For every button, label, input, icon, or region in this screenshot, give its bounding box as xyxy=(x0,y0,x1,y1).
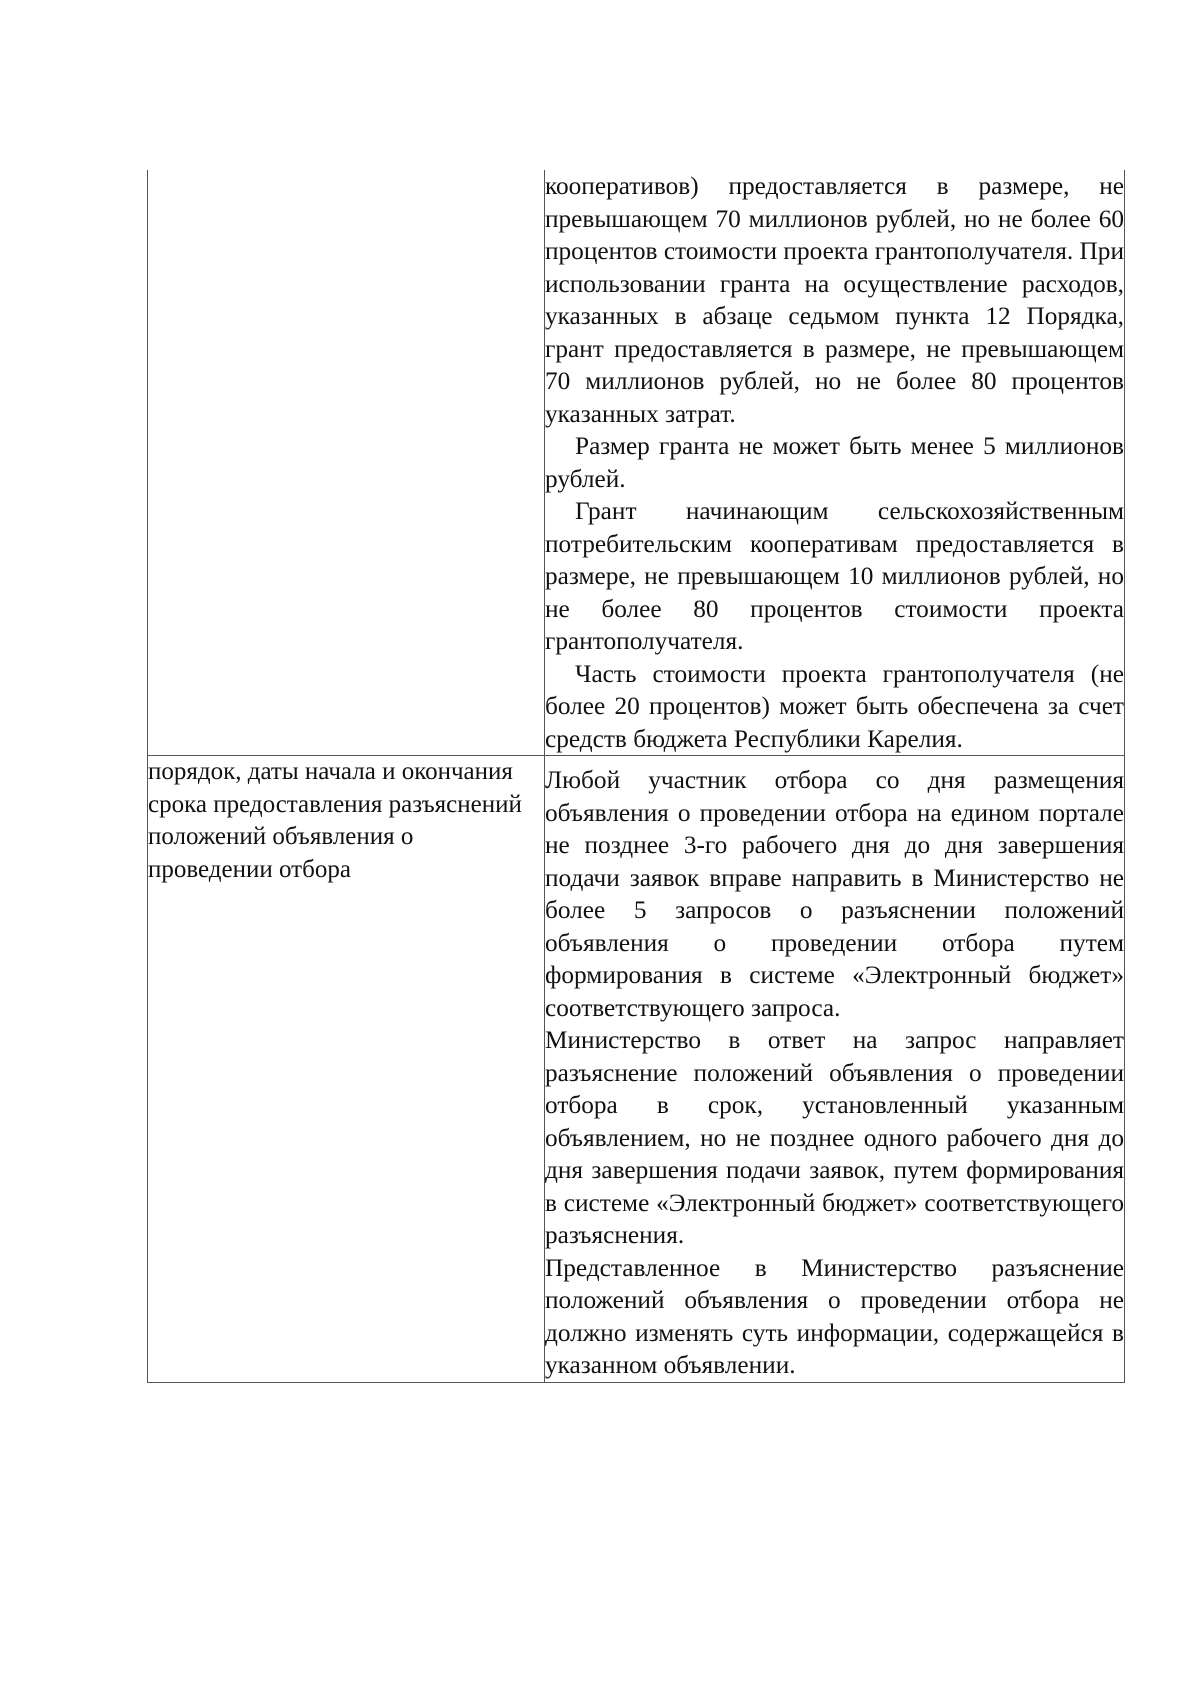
row2-left-cell: порядок, даты начала и окончания срока предоставления разъяснений положений объявления о проведении отбора xyxy=(148,756,545,1383)
row1-left-cell xyxy=(148,170,545,756)
row1-paragraph-4: Часть стоимости проекта грантополучателя (не более 20 процентов) может быть обеспечена за счет средств бюджета Республики Карелия. xyxy=(545,659,1124,753)
row1-right-cell xyxy=(545,170,1125,756)
row2-paragraph-1: Любой участник отбора со дня размещения объявления о проведении отбора на едином портале не позднее 3-го рабочего дня до дня завершения подачи заявок вправе направить в Министерство не более 5 запросов о разъяснении положений объявления о проведении отбора путем формирования в системе «Электронный бюджет» соответствующего запроса. xyxy=(545,766,1124,1022)
row2-paragraph-3: Представленное в Министерство разъяснение положений объявления о проведении отбора не должно изменять суть информации, содержащейся в указанном объявлении. xyxy=(545,1253,1124,1379)
row2-paragraph-2: Министерство в ответ на запрос направляет разъяснение положений объявления о проведении отбора в срок, установленный указанным объявлением, но не позднее одного рабочего дня до дня завершения подачи заявок, путем формирования в системе «Электронный бюджет» соответствующего разъяснения. xyxy=(545,1026,1124,1249)
row1-paragraph-1: кооперативов) предоставляется в размере, не превышающем 70 миллионов рублей, но не более 60 процентов стоимости проекта грантополучателя. При использовании гранта на осуществление расходов, указанных в абзаце седьмом пункта 12 Порядка, грант предоставляется в размере, не превышающем 70 миллионов рублей, но не более 80 процентов указанных затрат. xyxy=(545,172,1124,428)
row1-paragraph-3: Грант начинающим сельскохозяйственным потребительским кооперативам предоставляется в размере, не превышающем 10 миллионов рублей, но не более 80 процентов стоимости проекта грантополучателя. xyxy=(545,497,1124,655)
table-row-grant-size xyxy=(148,170,1125,756)
document-table xyxy=(147,170,1125,1383)
table-row-clarifications xyxy=(148,756,1125,1383)
row2-right-cell xyxy=(545,756,1125,1383)
row1-paragraph-2: Размер гранта не может быть менее 5 миллионов рублей. xyxy=(545,432,1124,493)
